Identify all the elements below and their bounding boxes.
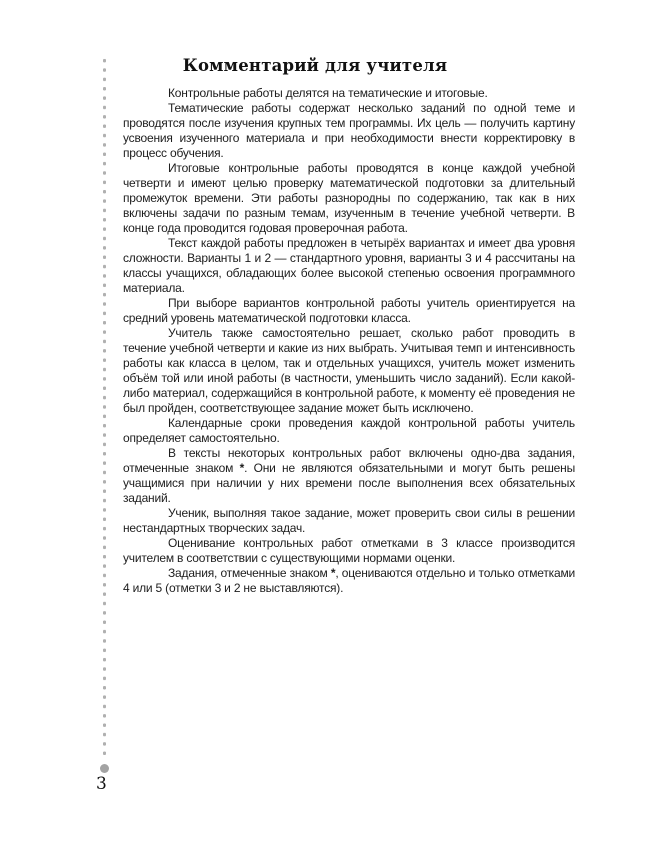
binding-large-dot <box>100 764 109 773</box>
paragraph: Задания, отмеченные знаком *, оцениваются отдельно и только отметками 4 или 5 (отметки 3 и 2 не выставляются). <box>123 566 575 595</box>
paragraph: Контрольные работы делятся на тематические и итоговые. <box>168 86 488 100</box>
page-number: 3 <box>96 774 107 794</box>
paragraph: Учитель также самостоятельно решает, сколько работ проводить в течение учебной четверти и какие из них выбрать. Учитывая темп и интенсивность работы как класса в целом, так и отдельных учащихся, учитель может изменить объём той или иной работы (в частности, уменьшить число заданий). Если какой-либо материал, содержащийся в контрольной работе, к моменту её проведения не был пройден, соответствующее задание может быть исключено. <box>123 326 575 415</box>
paragraph: Ученик, выполняя такое задание, может проверить свои силы в решении нестандартных творческих задач. <box>123 506 575 535</box>
paragraph: При выборе вариантов контрольной работы учитель ориентируется на средний уровень математической подготовки класса. <box>123 296 575 325</box>
paragraph: Итоговые контрольные работы проводятся в конце каждой учебной четверти и имеют целью проверку математической подготовки за длительный промежуток времени. Эти работы разнородны по содержанию, так как в них включены задачи по разным темам, изученным в течение учебной четверти. В конце года проводится годовая проверочная работа. <box>123 161 575 235</box>
paragraphs <box>123 86 575 596</box>
paragraph: Оценивание контрольных работ отметками в 3 классе производится учителем в соответствии с существующими нормами оценки. <box>123 536 575 565</box>
binding-dots-decoration <box>101 56 108 758</box>
paragraph: Тематические работы содержат несколько заданий по одной теме и проводятся после изучения крупных тем программы. Их цель — получить картину усвоения изученного материала и при необходимости внести корректировку в процесс обучения. <box>123 101 575 160</box>
page-title: Комментарий для учителя <box>182 56 448 75</box>
paragraph: Текст каждой работы предложен в четырёх вариантах и имеет два уровня сложности. Варианты 1 и 2 — стандартного уровня, варианты 3 и 4 рассчитаны на классы учащихся, обладающих более высокой степенью освоения программного материала. <box>123 236 575 295</box>
page-content <box>123 56 575 596</box>
paragraph: В тексты некоторых контрольных работ включены одно-два задания, отмеченные знаком *. Они не являются обязательными и могут быть решены учащимися при наличии у них времени после выполнения всех обязательных заданий. <box>123 446 575 505</box>
paragraph: Календарные сроки проведения каждой контрольной работы учитель определяет самостоятельно. <box>123 416 575 445</box>
